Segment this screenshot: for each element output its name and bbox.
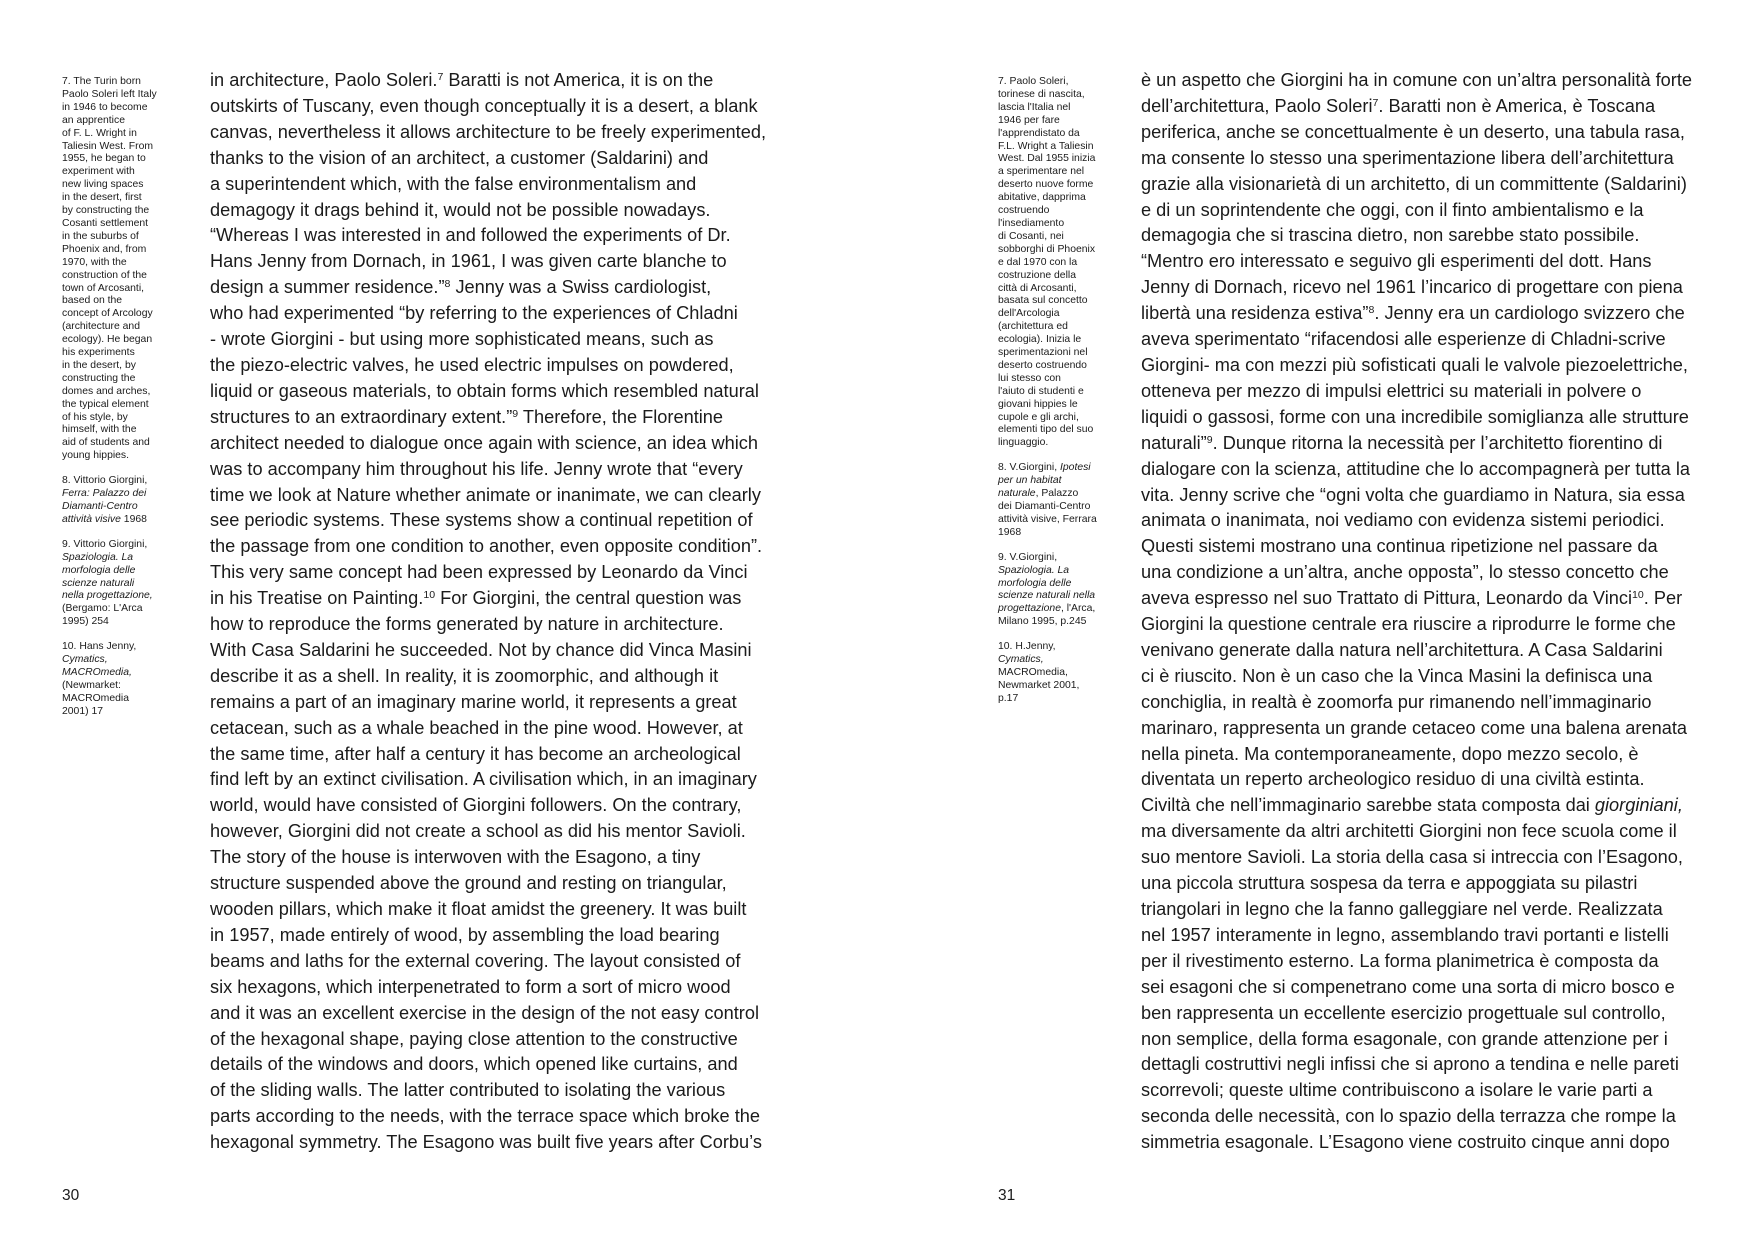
footnote — [998, 641, 1108, 706]
text-run: . Dunque ritorna la necessità per l’architetto fiorentino di — [1212, 432, 1663, 453]
text-run: , l'Arca, Milano 1995, p.245 — [998, 603, 1096, 628]
text-run: in his Treatise on Painting. — [210, 588, 424, 609]
text-line — [1141, 146, 1711, 172]
text-line — [1141, 249, 1711, 275]
text-line — [210, 1027, 780, 1053]
footnote — [998, 462, 1108, 539]
italic-text: Cymatics, — [62, 654, 108, 666]
text-line — [210, 301, 780, 327]
text-run: time we look at Nature whether animate or inanimate, we can clearly — [210, 484, 761, 505]
text-line — [1141, 223, 1711, 249]
text-line — [210, 94, 780, 120]
text-run: ma diversamente da altri architetti Giorgini non fece scuola come il — [1141, 821, 1677, 842]
text-line — [210, 327, 780, 353]
text-line — [210, 560, 780, 586]
italic-text: Spaziologia. La morfologia delle scienze naturali nella progettazione, — [62, 551, 153, 602]
footnote-ref: 7 — [437, 71, 444, 84]
right-page — [874, 0, 1748, 1240]
italic-text: MACROmedia, — [62, 666, 132, 678]
text-run: thanks to the vision of an architect, a customer (Saldarini) and — [210, 147, 709, 168]
footnotes-column — [998, 76, 1108, 718]
text-run: the same time, after half a century it has become an archeological — [210, 743, 741, 764]
text-run: nella pineta. Ma contemporaneamente, dopo mezzo secolo, è — [1141, 743, 1639, 764]
text-run: demagogy it drags behind it, would not be possible nowadays. — [210, 199, 711, 220]
text-run: 9. Vittorio Giorgini, — [62, 538, 148, 550]
text-run: dell’architettura, Paolo Soleri — [1141, 95, 1373, 116]
text-line — [1141, 120, 1711, 146]
text-line — [210, 508, 780, 534]
text-run: beams and laths for the external covering. The layout consisted of — [210, 950, 741, 971]
text-line — [1141, 379, 1711, 405]
text-line — [1141, 483, 1711, 509]
text-run: “Mentro ero interessato e seguivo gli esperimenti del dott. Hans — [1141, 251, 1652, 272]
text-run: see periodic systems. These systems show a continual repetition of — [210, 510, 753, 531]
text-run: una condizione a un’altra, anche opposta”, lo stesso concetto che — [1141, 562, 1669, 583]
text-line — [210, 975, 780, 1001]
text-run: describe it as a shell. In reality, it is zoomorphic, and although it — [210, 665, 719, 686]
text-run: . Per — [1643, 588, 1683, 609]
text-run: canvas, nevertheless it allows architecture to be freely experimented, — [210, 121, 767, 142]
text-run: aveva espresso nel suo Trattato di Pittura, Leonardo da Vinci — [1141, 588, 1633, 609]
text-run: 10. Hans Jenny, — [62, 641, 137, 653]
text-run: of the hexagonal shape, paying close attention to the constructive — [210, 1028, 738, 1049]
text-line — [210, 1052, 780, 1078]
text-line — [1141, 275, 1711, 301]
text-run: how to reproduce the forms generated by nature in architecture. — [210, 614, 724, 635]
footnote-ref: 10 — [1632, 589, 1644, 602]
footnote — [62, 475, 170, 527]
text-line — [1141, 767, 1711, 793]
text-line — [1141, 405, 1711, 431]
text-run: otteneva per mezzo di impulsi elettrici su materiali in polvere o — [1141, 380, 1642, 401]
text-run: 8. V.Giorgini, — [998, 462, 1060, 474]
text-line — [1141, 923, 1711, 949]
text-line — [210, 457, 780, 483]
text-run: , Palazzo dei Diamanti-Centro attività visive, Ferrara 1968 — [998, 488, 1097, 538]
text-run: periferica, anche se concettualmente è un deserto, una tabula rasa, — [1141, 121, 1685, 142]
text-line — [1141, 664, 1711, 690]
text-run: world, would have consisted of Giorgini followers. On the contrary, — [210, 795, 742, 816]
italic-text: giorginiani, — [1594, 795, 1683, 816]
text-run: e di un soprintendente che oggi, con il finto ambientalismo e la — [1141, 199, 1644, 220]
text-run: ma consente lo stesso una sperimentazione libera dell’architettura — [1141, 147, 1674, 168]
text-line — [210, 172, 780, 198]
text-run: una piccola struttura sospesa da terra e appoggiata su pilastri — [1141, 873, 1638, 894]
text-line — [210, 949, 780, 975]
footnote — [998, 76, 1108, 450]
text-run: . Baratti non è America, è Toscana — [1378, 95, 1656, 116]
text-line — [210, 690, 780, 716]
text-run: “Whereas I was interested in and followed the experiments of Dr. — [210, 225, 731, 246]
text-line — [1141, 1104, 1711, 1130]
text-run: however, Giorgini did not create a school as did his mentor Savioli. — [210, 821, 746, 842]
text-run: Baratti is not America, it is on the — [443, 70, 714, 90]
text-run: The story of the house is interwoven with the Esagono, a tiny — [210, 847, 701, 868]
footnote-ref: 7 — [1372, 97, 1379, 110]
text-run: venivano generate dalla natura nell’architettura. A Casa Saldarini — [1141, 639, 1663, 660]
text-line — [1141, 94, 1711, 120]
text-run: design a summer residence.” — [210, 277, 445, 298]
footnote-ref: 10 — [423, 589, 436, 602]
text-line — [210, 664, 780, 690]
text-line — [1141, 1130, 1711, 1156]
italic-text: Spaziologia. La morfologia delle scienze naturali nella progettazione — [998, 564, 1096, 615]
text-run: cetacean, such as a whale beached in the pine wood. However, at — [210, 717, 743, 738]
text-run: marinaro, rappresenta un grande cetaceo come una balena arenata — [1141, 717, 1687, 738]
text-run: structures to an extraordinary extent.” — [210, 406, 513, 427]
text-line — [1141, 431, 1711, 457]
text-run: 1968 — [120, 513, 147, 525]
text-line — [1141, 586, 1711, 612]
text-line — [210, 223, 780, 249]
text-run: ci è riuscito. Non è un caso che la Vinca Masini la definisca una — [1141, 665, 1653, 686]
text-line — [210, 638, 780, 664]
text-line — [1141, 742, 1711, 768]
text-run: demagogia che si trascina dietro, non sarebbe stato possibile. — [1141, 225, 1640, 246]
text-line — [210, 871, 780, 897]
text-line — [1141, 975, 1711, 1001]
text-line — [1141, 534, 1711, 560]
text-run: This very same concept had been expressed by Leonardo da Vinci — [210, 562, 748, 583]
text-line — [1141, 68, 1711, 94]
text-line — [1141, 1001, 1711, 1027]
text-line — [210, 923, 780, 949]
text-run: (Newmarket: MACROmedia 2001) 17 — [62, 679, 129, 717]
text-line — [1141, 949, 1711, 975]
text-run: find left by an extinct civilisation. A civilisation which, in an imaginary — [210, 769, 757, 790]
text-run: hexagonal symmetry. The Esagono was built five years after Corbu’s — [210, 1132, 762, 1153]
text-run: outskirts of Tuscany, even though conceptually it is a desert, a blank — [210, 95, 758, 116]
text-run: was to accompany him throughout his life. Jenny wrote that “every — [210, 458, 743, 479]
footnote — [62, 641, 170, 718]
text-run: diventata un reperto archeologico residuo di una civiltà estinta. — [1141, 769, 1645, 790]
text-line — [1141, 716, 1711, 742]
italic-text: Ferra: Palazzo dei Diamanti-Centro attività visive — [62, 488, 147, 525]
text-line — [210, 353, 780, 379]
text-run: liquid or gaseous materials, to obtain forms which resembled natural — [210, 380, 759, 401]
text-run: suo mentore Savioli. La storia della casa si intreccia con l’Esagono, — [1141, 847, 1683, 868]
text-line — [1141, 612, 1711, 638]
text-line — [1141, 508, 1711, 534]
text-run: dettagli costruttivi negli infissi che si aprono a tendina e nelle pareti — [1141, 1054, 1679, 1075]
text-run: wooden pillars, which make it float amidst the greenery. It was built — [210, 899, 747, 919]
text-run: and it was an excellent exercise in the design of the not easy control — [210, 1002, 759, 1023]
text-line — [210, 146, 780, 172]
text-line — [1141, 690, 1711, 716]
text-line — [1141, 1052, 1711, 1078]
text-run: triangolari in legno che la fanno galleggiare nel verde. Realizzata — [1141, 899, 1663, 919]
footnote — [62, 539, 170, 629]
text-run: the piezo-electric valves, he used electric impulses on powdered, — [210, 354, 734, 375]
text-line — [1141, 457, 1711, 483]
text-line — [1141, 638, 1711, 664]
text-run: 9. V.Giorgini, — [998, 551, 1058, 563]
text-line — [210, 845, 780, 871]
text-run: liquidi o gassosi, forme con una incredibile somiglianza alle strutture — [1141, 406, 1689, 427]
text-run: 10. H.Jenny, — [998, 641, 1056, 653]
footnote-ref: 8 — [444, 278, 451, 291]
text-run: scorrevoli; queste ultime contribuiscono a isolare le varie parti a — [1141, 1080, 1653, 1101]
text-line — [1141, 819, 1711, 845]
text-line — [1141, 1027, 1711, 1053]
text-line — [210, 586, 780, 612]
text-run: architect needed to dialogue once again with science, an idea which — [210, 432, 759, 453]
text-run: non semplice, della forma esagonale, con grande attenzione per i — [1141, 1028, 1668, 1049]
text-run: nel 1957 interamente in legno, assemblando travi portanti e listelli — [1141, 924, 1669, 945]
text-line — [210, 68, 780, 94]
text-run: libertà una residenza estiva” — [1141, 303, 1369, 324]
text-line — [1141, 301, 1711, 327]
text-run: 7. Paolo Soleri, torinese di nascita, lascia l'Italia nel 1946 per fare l'apprendistato da F.L. Wright a Taliesin West. Dal 1955 inizia a sperimentare nel deserto nuove forme abitative, dapprima costruendo l'insediamento di Cosanti, nei sobborghi di Phoenix e dal 1970 con la costruzione della città di Arcosanti, basata sul concetto dell'Arcologia (architettura ed ecologia). Inizia le sperimentazioni nel deserto costruendo lui stesso con l'aiuto di studenti e giovani hippies le cupole e gli archi, elementi tipo del suo linguaggio. — [998, 76, 1096, 449]
footnotes-column — [62, 76, 170, 731]
text-line — [210, 431, 780, 457]
text-run: dialogare con la scienza, attitudine che lo accompagnerà per tutta la — [1141, 458, 1690, 479]
text-run: Jenny di Dornach, ricevo nel 1961 l’incarico di progettare con piena — [1141, 277, 1683, 298]
text-run: Giorgini la questione centrale era riuscire a riprodurre le forme che — [1141, 614, 1676, 635]
text-line — [1141, 897, 1711, 923]
text-run: Hans Jenny from Dornach, in 1961, I was given carte blanche to — [210, 251, 727, 272]
text-run: With Casa Saldarini he succeeded. Not by chance did Vinca Masini — [210, 639, 752, 660]
text-run: animata o inanimata, noi vediamo con evidenza sistemi periodici. — [1141, 510, 1665, 531]
text-run: 8. Vittorio Giorgini, — [62, 475, 148, 487]
text-run: grazie alla visionarietà di un architetto, di un committente (Saldarini) — [1141, 173, 1687, 194]
footnote-ref: 9 — [512, 407, 519, 420]
text-line — [210, 198, 780, 224]
text-run: (Bergamo: L'Arca 1995) 254 — [62, 603, 143, 628]
text-line — [210, 379, 780, 405]
text-run: six hexagons, which interpenetrated to form a sort of micro wood — [210, 976, 731, 997]
footnote — [998, 552, 1108, 629]
text-run: è un aspetto che Giorgini ha in comune con un’altra personalità forte — [1141, 70, 1693, 90]
text-line — [210, 767, 780, 793]
text-line — [210, 483, 780, 509]
text-run: parts according to the needs, with the terrace space which broke the — [210, 1106, 760, 1127]
text-line — [210, 612, 780, 638]
text-run: Giorgini- ma con mezzi più sofisticati quali le valvole piezoelettriche, — [1141, 354, 1688, 375]
text-line — [210, 897, 780, 923]
footnote — [62, 76, 170, 463]
text-run: structure suspended above the ground and resting on triangular, — [210, 873, 727, 894]
text-run: aveva sperimentato “rifacendosi alle esperienze di Chladni-scrive — [1141, 329, 1666, 350]
text-run: naturali” — [1141, 432, 1207, 453]
text-run: the passage from one condition to another, even opposite condition”. — [210, 536, 763, 557]
text-run: MACROmedia, Newmarket 2001, p.17 — [998, 666, 1080, 704]
text-run: sei esagoni che si compenetrano come una sorta di micro bosco e — [1141, 976, 1675, 997]
text-line — [210, 1130, 780, 1156]
text-run: per il rivestimento esterno. La forma planimetrica è composta da — [1141, 950, 1659, 971]
text-run: a superintendent which, with the false environmentalism and — [210, 173, 697, 194]
text-run: who had experimented “by referring to the experiences of Chladni — [210, 303, 738, 324]
text-run: ben rappresenta un eccellente esercizio progettuale sul controllo, — [1141, 1002, 1666, 1023]
text-run: seconda delle necessità, con lo spazio della terrazza che rompe la — [1141, 1106, 1676, 1127]
text-line — [1141, 198, 1711, 224]
text-line — [1141, 871, 1711, 897]
text-run: in architecture, Paolo Soleri. — [210, 70, 438, 90]
body-text — [1141, 68, 1711, 1156]
text-run: 7. The Turin born Paolo Soleri left Italy in 1946 to become an apprentice of F. L. Wright in Taliesin West. From 1955, he began to experiment with new living spaces in the desert, first by constructing the Cosanti settlement in the suburbs of Phoenix and, from 1970, with the construction of the town of Arcosanti, based on the concept of Arcology (architecture and ecology). He began his experiments in the desert, by constructing the domes and arches, the typical element of his style, by himself, with the aid of students and young hippies. — [62, 76, 157, 462]
text-run: Jenny was a Swiss cardiologist, — [450, 277, 712, 298]
text-line — [210, 275, 780, 301]
text-run: of the sliding walls. The latter contributed to isolating the various — [210, 1080, 726, 1101]
text-line — [1141, 353, 1711, 379]
text-run: conchiglia, in realtà è zoomorfa pur rimanendo nell’immaginario — [1141, 691, 1652, 712]
italic-text: Cymatics, — [998, 654, 1044, 666]
text-line — [210, 120, 780, 146]
text-run: remains a part of an imaginary marine world, it represents a great — [210, 691, 737, 712]
footnote-ref: 9 — [1206, 433, 1213, 446]
text-line — [210, 1078, 780, 1104]
text-line — [210, 819, 780, 845]
text-line — [210, 534, 780, 560]
italic-text: Ipotesi per un habitat naturale — [998, 462, 1091, 500]
text-run: Questi sistemi mostrano una continua ripetizione nel passare da — [1141, 536, 1658, 557]
text-run: For Giorgini, the central question was — [435, 588, 742, 609]
text-run: Civiltà che nell’immaginario sarebbe stata composta dai — [1141, 795, 1595, 816]
text-line — [1141, 845, 1711, 871]
text-run: - wrote Giorgini - but using more sophisticated means, such as — [210, 329, 714, 350]
text-run: in 1957, made entirely of wood, by assembling the load bearing — [210, 924, 720, 945]
text-run: vita. Jenny scrive che “ogni volta che guardiamo in Natura, sia essa — [1141, 484, 1685, 505]
page-number: 30 — [62, 1187, 80, 1204]
text-line — [210, 249, 780, 275]
text-run: Therefore, the Florentine — [518, 406, 724, 427]
page-number: 31 — [998, 1187, 1016, 1204]
text-line — [1141, 327, 1711, 353]
text-line — [210, 1001, 780, 1027]
text-run: . Jenny era un cardiologo svizzero che — [1374, 303, 1685, 324]
text-run: simmetria esagonale. L’Esagono viene costruito cinque anni dopo — [1141, 1132, 1670, 1153]
text-line — [210, 716, 780, 742]
text-line — [210, 405, 780, 431]
text-line — [1141, 1078, 1711, 1104]
text-line — [1141, 793, 1711, 819]
text-line — [210, 793, 780, 819]
text-line — [210, 742, 780, 768]
footnote-ref: 8 — [1368, 304, 1375, 317]
text-line — [1141, 172, 1711, 198]
text-line — [210, 1104, 780, 1130]
text-run: details of the windows and doors, which opened like curtains, and — [210, 1054, 738, 1075]
body-text — [210, 68, 780, 1156]
text-line — [1141, 560, 1711, 586]
